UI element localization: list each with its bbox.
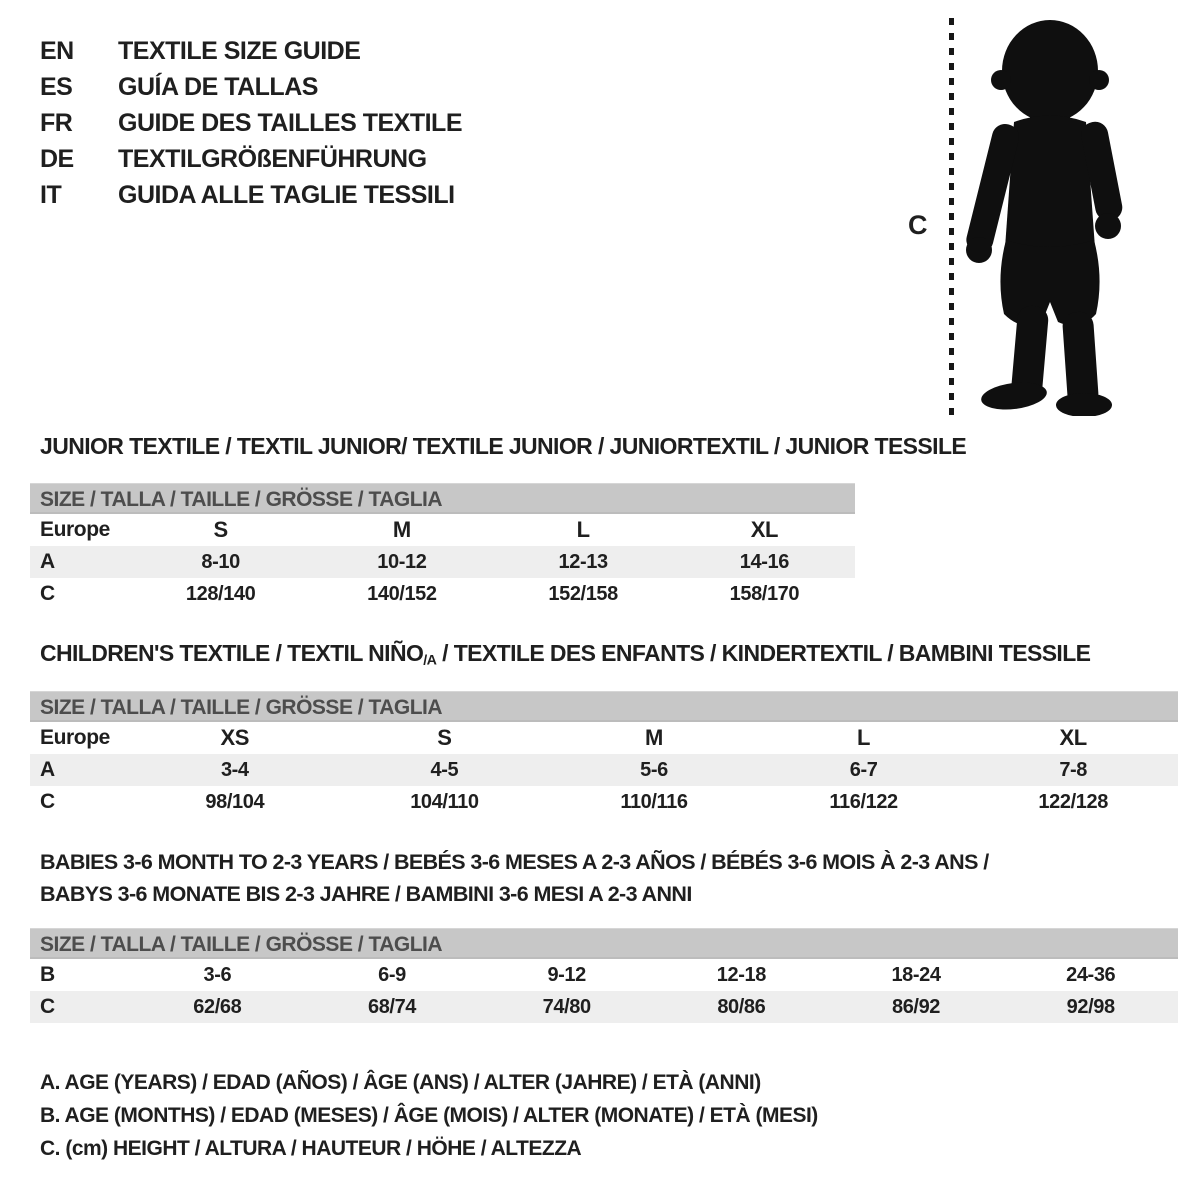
babies-section-title bbox=[40, 846, 989, 910]
table-cell: 116/122 bbox=[829, 790, 898, 813]
row-label: C bbox=[40, 790, 55, 813]
table-row bbox=[30, 959, 1178, 991]
legend-line-a: A. AGE (YEARS) / EDAD (AÑOS) / ÂGE (ANS) / ALTER (JAHRE) / ETÀ (ANNI) bbox=[40, 1071, 761, 1094]
language-code: ES bbox=[40, 72, 73, 101]
table-row bbox=[30, 754, 1178, 786]
table-cell: 5-6 bbox=[640, 758, 668, 781]
table-cell: 62/68 bbox=[193, 995, 242, 1018]
size-header-bar: SIZE / TALLA / TAILLE / GRÖSSE / TAGLIA bbox=[30, 691, 1178, 722]
table-cell: 6-7 bbox=[849, 758, 878, 781]
table-cell: S bbox=[437, 725, 452, 750]
language-code: DE bbox=[40, 144, 74, 173]
guide-title-text: TEXTILGRÖßENFÜHRUNG bbox=[118, 144, 427, 173]
table-cell: 86/92 bbox=[891, 995, 941, 1018]
table-cell: 3-4 bbox=[220, 758, 249, 781]
table-cell: 9-12 bbox=[547, 963, 586, 986]
table-row bbox=[30, 578, 855, 610]
children-section-title bbox=[40, 640, 1090, 669]
table-cell: 3-6 bbox=[203, 963, 232, 986]
toddler-silhouette-icon bbox=[962, 14, 1138, 416]
table-cell: L bbox=[857, 725, 871, 750]
children-title-post: / TEXTILE DES ENFANTS / KINDERTEXTIL / BAMBINI TESSILE bbox=[436, 640, 1091, 666]
table-cell: 68/74 bbox=[367, 995, 417, 1018]
table-cell: S bbox=[213, 517, 228, 542]
table-cell: 24-36 bbox=[1066, 963, 1116, 986]
table-cell: 122/128 bbox=[1038, 790, 1108, 813]
measure-c-label: C bbox=[908, 210, 928, 240]
size-header-bar: SIZE / TALLA / TAILLE / GRÖSSE / TAGLIA bbox=[30, 483, 855, 514]
language-row bbox=[40, 141, 462, 177]
language-code: IT bbox=[40, 180, 62, 209]
babies-title-line1: BABIES 3-6 MONTH TO 2-3 YEARS / BEBÉS 3-6 MESES A 2-3 AÑOS / BÉBÉS 3-6 MOIS À 2-3 ANS / bbox=[40, 850, 989, 874]
row-label: Europe bbox=[40, 518, 110, 541]
table-cell: XL bbox=[1059, 725, 1087, 750]
legend-line-b: B. AGE (MONTHS) / EDAD (MESES) / ÂGE (MOIS) / ALTER (MONATE) / ETÀ (MESI) bbox=[40, 1104, 818, 1127]
junior-size-table bbox=[30, 483, 855, 610]
table-cell: XL bbox=[750, 517, 779, 542]
table-cell: 10-12 bbox=[377, 550, 427, 573]
table-cell: 80/86 bbox=[717, 995, 766, 1018]
guide-title-text: GUIDE DES TAILLES TEXTILE bbox=[118, 108, 463, 137]
table-cell: 12-18 bbox=[716, 963, 766, 986]
row-label: C bbox=[40, 582, 55, 605]
language-code: FR bbox=[40, 108, 73, 137]
language-code: EN bbox=[40, 36, 74, 65]
table-cell: 12-13 bbox=[558, 550, 608, 573]
measurement-legend bbox=[40, 1066, 818, 1165]
table-cell: 14-16 bbox=[739, 550, 789, 573]
language-row bbox=[40, 177, 462, 213]
row-label: A bbox=[40, 758, 55, 781]
row-label: B bbox=[40, 963, 55, 986]
table-row bbox=[30, 786, 1178, 818]
table-cell: M bbox=[392, 517, 411, 542]
children-title-pre: CHILDREN'S TEXTILE / TEXTIL NIÑO bbox=[40, 640, 424, 666]
table-cell: 8-10 bbox=[201, 550, 240, 573]
language-row bbox=[40, 69, 462, 105]
language-title-list bbox=[40, 33, 462, 213]
table-cell: M bbox=[645, 725, 663, 750]
table-cell: 18-24 bbox=[891, 963, 941, 986]
size-header-bar: SIZE / TALLA / TAILLE / GRÖSSE / TAGLIA bbox=[30, 928, 1178, 959]
language-row bbox=[40, 105, 462, 141]
guide-title-text: GUÍA DE TALLAS bbox=[118, 72, 318, 101]
table-cell: 104/110 bbox=[410, 790, 479, 813]
table-cell: 110/116 bbox=[620, 790, 688, 813]
table-cell: 140/152 bbox=[367, 582, 437, 605]
table-row bbox=[30, 546, 855, 578]
legend-line-c: C. (cm) HEIGHT / ALTURA / HAUTEUR / HÖHE / ALTEZZA bbox=[40, 1137, 582, 1160]
table-cell: 74/80 bbox=[542, 995, 591, 1018]
table-cell: L bbox=[576, 517, 590, 542]
table-cell: 98/104 bbox=[205, 790, 265, 813]
guide-title-text: GUIDA ALLE TAGLIE TESSILI bbox=[118, 180, 455, 209]
row-label: A bbox=[40, 550, 55, 573]
table-cell: 152/158 bbox=[548, 582, 618, 605]
language-row bbox=[40, 33, 462, 69]
table-cell: 7-8 bbox=[1059, 758, 1088, 781]
table-cell: 92/98 bbox=[1066, 995, 1115, 1018]
table-row bbox=[30, 991, 1178, 1023]
children-size-table bbox=[30, 691, 1178, 818]
table-row bbox=[30, 722, 1178, 754]
table-cell: 128/140 bbox=[185, 582, 256, 605]
guide-title-text: TEXTILE SIZE GUIDE bbox=[118, 36, 361, 65]
row-label: C bbox=[40, 995, 55, 1018]
babies-size-table bbox=[30, 928, 1178, 1023]
table-cell: 4-5 bbox=[430, 758, 459, 781]
row-label: Europe bbox=[40, 726, 110, 749]
table-row bbox=[30, 514, 855, 546]
table-cell: 158/170 bbox=[729, 582, 800, 605]
table-cell: XS bbox=[220, 725, 250, 750]
table-cell: 6-9 bbox=[378, 963, 406, 986]
babies-title-line2: BABYS 3-6 MONATE BIS 2-3 JAHRE / BAMBINI 3-6 MESI A 2-3 ANNI bbox=[40, 882, 692, 906]
height-measure-dashed-line bbox=[949, 18, 954, 416]
junior-section-title: JUNIOR TEXTILE / TEXTIL JUNIOR/ TEXTILE JUNIOR / JUNIORTEXTIL / JUNIOR TESSILE bbox=[40, 433, 967, 459]
children-title-sub: /A bbox=[423, 652, 437, 669]
